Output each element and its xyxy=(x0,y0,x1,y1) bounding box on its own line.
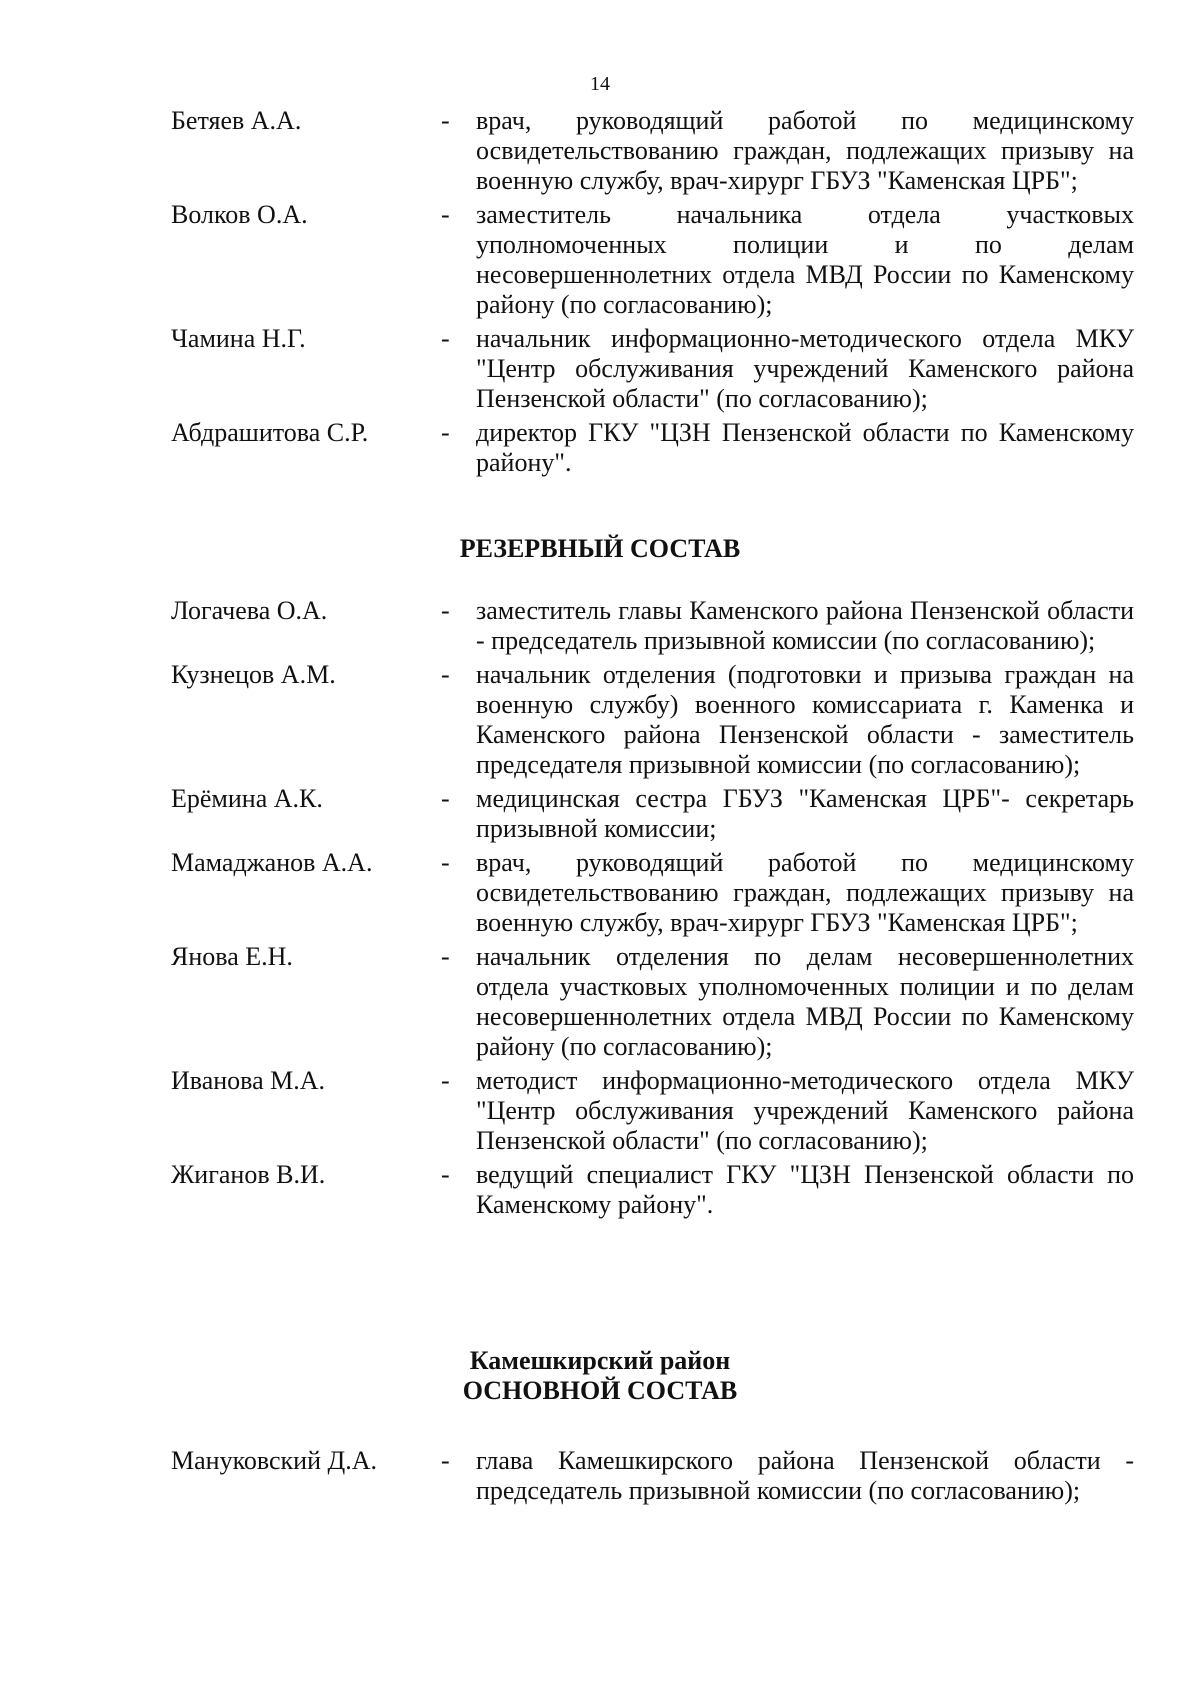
member-dash: - xyxy=(441,1160,450,1189)
member-entry xyxy=(171,418,1134,478)
member-entry xyxy=(171,200,1134,320)
member-name: Ерёмина А.К. xyxy=(171,784,323,813)
member-position: глава Камешкирского района Пензенской области - председатель призывной комиссии (по согласованию); xyxy=(476,1446,1134,1505)
member-name: Бетяев А.А. xyxy=(171,106,302,135)
member-entry xyxy=(171,106,1134,196)
member-dash: - xyxy=(441,106,450,135)
member-position: начальник информационно-методического отдела МКУ "Центр обслуживания учреждений Каменского района Пензенской области" (по согласованию); xyxy=(476,324,1134,413)
member-name: Чамина Н.Г. xyxy=(171,324,306,353)
members-list-main-kamenka xyxy=(171,106,1134,478)
member-position: заместитель начальника отдела участковых уполномоченных полиции и по делам несовершеннолетних отдела МВД России по Каменскому району (по согласованию); xyxy=(476,200,1134,319)
member-name: Кузнецов А.М. xyxy=(171,660,336,689)
member-entry xyxy=(171,660,1134,780)
member-entry xyxy=(171,1446,1134,1506)
district-title: Камешкирский район xyxy=(469,1346,731,1375)
member-dash: - xyxy=(441,784,450,813)
section-heading-reserve: РЕЗЕРВНЫЙ СОСТАВ xyxy=(459,534,741,563)
member-dash: - xyxy=(441,1446,450,1475)
section-heading-district xyxy=(0,1346,1200,1406)
member-position: методист информационно-методического отдела МКУ "Центр обслуживания учреждений Каменского района Пензенской области" (по согласованию); xyxy=(476,1066,1134,1155)
member-dash: - xyxy=(441,1066,450,1095)
member-entry xyxy=(171,848,1134,938)
member-entry xyxy=(171,324,1134,414)
member-name: Жиганов В.И. xyxy=(171,1160,326,1189)
member-dash: - xyxy=(441,596,450,625)
member-entry xyxy=(171,1066,1134,1156)
member-position: врач, руководящий работой по медицинскому освидетельствованию граждан, подлежащих призыву на военную службу, врач-хирург ГБУЗ "Каменская ЦРБ"; xyxy=(476,106,1134,195)
member-position: начальник отделения по делам несовершеннолетних отдела участковых уполномоченных полиции и по делам несовершеннолетних отдела МВД России по Каменскому району (по согласованию); xyxy=(476,942,1134,1061)
member-entry xyxy=(171,596,1134,656)
page-number: 14 xyxy=(590,73,610,95)
member-dash: - xyxy=(441,848,450,877)
member-name: Мануковский Д.А. xyxy=(171,1446,378,1475)
member-dash: - xyxy=(441,324,450,353)
member-name: Логачева О.А. xyxy=(171,596,328,625)
member-name: Иванова М.А. xyxy=(171,1066,326,1095)
member-name: Абдрашитова С.Р. xyxy=(171,418,369,447)
member-name: Янова Е.Н. xyxy=(171,942,293,971)
member-entry xyxy=(171,1160,1134,1220)
member-dash: - xyxy=(441,418,450,447)
member-position: врач, руководящий работой по медицинскому освидетельствованию граждан, подлежащих призыву на военную службу, врач-хирург ГБУЗ "Каменская ЦРБ"; xyxy=(476,848,1134,937)
member-entry xyxy=(171,784,1134,844)
member-name: Мамаджанов А.А. xyxy=(171,848,373,877)
member-position: ведущий специалист ГКУ "ЦЗН Пензенской области по Каменскому району". xyxy=(476,1160,1134,1219)
members-list-reserve-kamenka xyxy=(171,596,1134,1220)
member-entry xyxy=(171,942,1134,1062)
member-dash: - xyxy=(441,942,450,971)
member-name: Волков О.А. xyxy=(171,200,308,229)
member-position: заместитель главы Каменского района Пензенской области - председатель призывной комиссии (по согласованию); xyxy=(476,596,1134,655)
section-title-main: ОСНОВНОЙ СОСТАВ xyxy=(462,1376,738,1405)
member-position: медицинская сестра ГБУЗ "Каменская ЦРБ"- секретарь призывной комиссии; xyxy=(476,784,1134,843)
member-dash: - xyxy=(441,660,450,689)
member-position: директор ГКУ "ЦЗН Пензенской области по Каменскому району". xyxy=(476,418,1134,477)
member-position: начальник отделения (подготовки и призыва граждан на военную службу) военного комиссариата г. Каменка и Каменского района Пензенской области - заместитель председателя призывной комиссии (по согласованию); xyxy=(476,660,1134,779)
members-list-main-kameshkir xyxy=(171,1446,1134,1506)
member-dash: - xyxy=(441,200,450,229)
